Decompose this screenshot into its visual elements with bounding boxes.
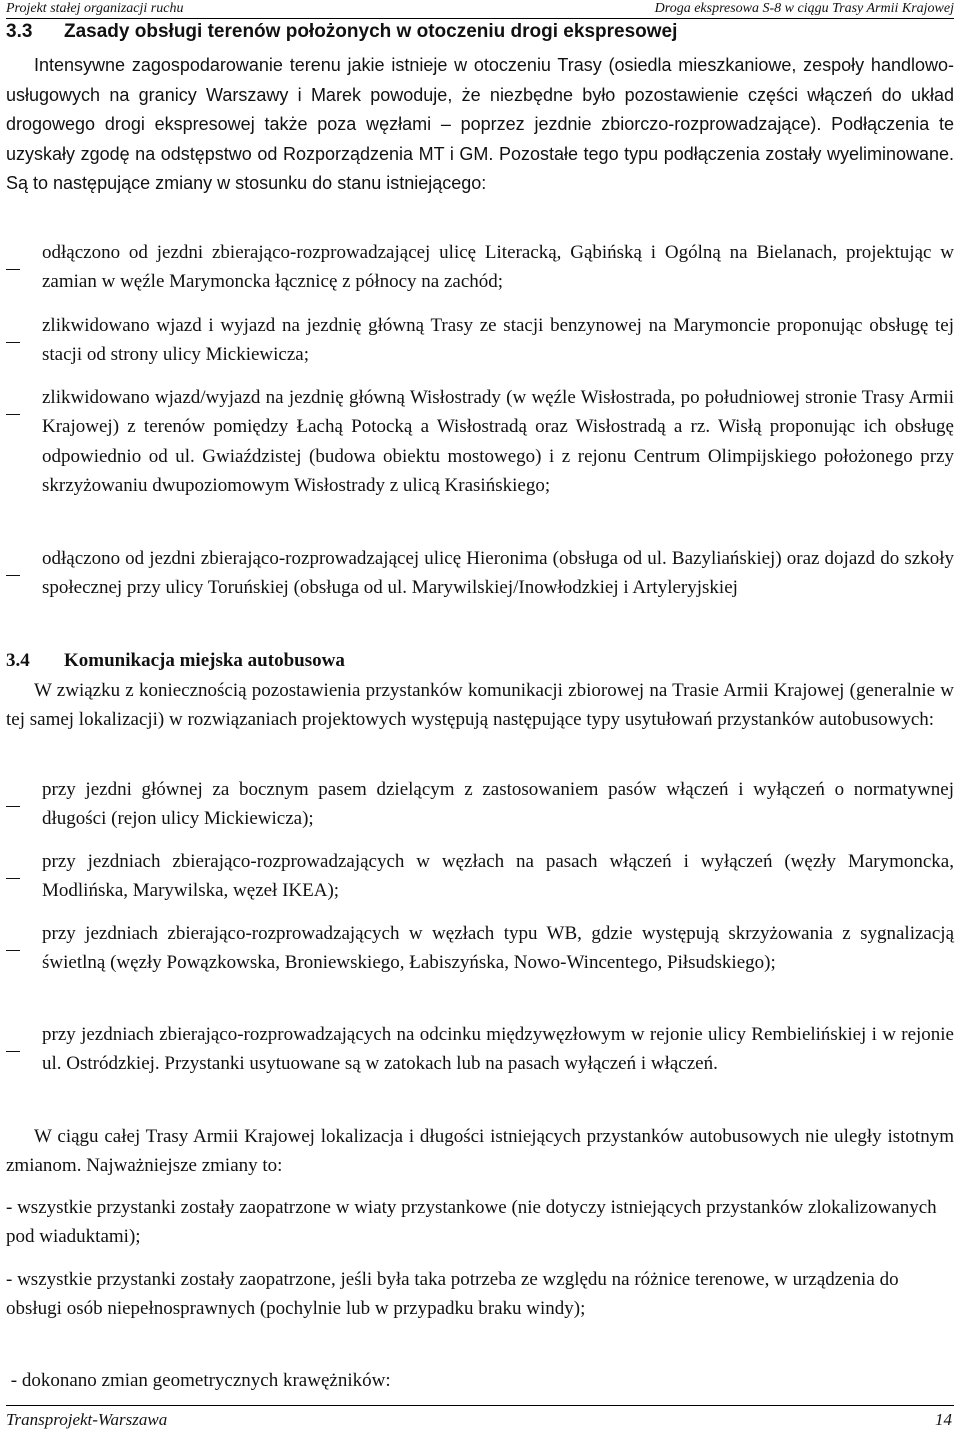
- change-item: - dokonano zmian geometrycznych krawężników:: [6, 1370, 391, 1391]
- section-3-4-summary: W ciągu całej Trasy Armii Krajowej lokalizacja i długości istniejących przystanków autobusowych nie uległy istotnym zmianom. Najważniejsze zmiany to:: [6, 1126, 954, 1177]
- footer-company: Transprojekt-Warszawa: [6, 1410, 168, 1429]
- list-item: odłączono od jezdni zbierająco-rozprowadzającej ulicę Hieronima (obsługa od ul. Bazyliańskiej) oraz dojazd do szkoły społecznej przy ulicy Toruńskiej (obsługa od ul. Marywilskiej/Inowłodzkiej i Artyleryjskiej: [42, 548, 954, 599]
- header-project: Projekt stałej organizacji ruchu: [6, 1, 184, 16]
- list-dash: [6, 342, 20, 343]
- section-3-3-intro: Intensywne zagospodarowanie terenu jakie istnieje w otoczeniu Trasy (osiedla mieszkaniowe, zespoły handlowo-usługowych na granicy Warszawy i Marek powoduje, że niezbędne było pozostawienie części włączeń do układ drogowego drogi ekspresowej także poza węzłami – poprzez jezdnie zbiorczo-rozprowadzające). Podłączenia te uzyskały zgodę na odstępstwo od Rozporządzenia MT i GM. Pozostałe tego typu podłączenia zostały wyeliminowane. Są to następujące zmiany w stosunku do stanu istniejącego:: [6, 55, 954, 194]
- section-heading-3-3: [6, 20, 677, 44]
- list-item: przy jezdniach zbierająco-rozprowadzających na odcinku międzywęzłowym w rejonie ulicy Rembielińskiej i w rejonie ul. Ostródzkiej. Przystanki usytuowane są w zatokach lub na pasach wyłączeń i włączeń.: [42, 1024, 954, 1075]
- section-title: Komunikacja miejska autobusowa: [64, 650, 345, 671]
- section-3-4-intro: W związku z koniecznością pozostawienia przystanków komunikacji zbiorowej na Trasie Armii Krajowej (generalnie w tej samej lokalizacji) w rozwiązaniach projektowych występują następujące typy usytułowań przystanków autobusowych:: [6, 680, 954, 731]
- list-item: przy jezdni głównej za bocznym pasem dzielącym z zastosowaniem pasów włączeń i wyłączeń o normatywnej długości (rejon ulicy Mickiewicza);: [42, 779, 954, 830]
- change-item: - wszystkie przystanki zostały zaopatrzone, jeśli była taka potrzeba ze względu na różnice terenowe, w urządzenia do obsługi osób niepełnosprawnych (pochylnie lub w przypadku braku windy);: [6, 1269, 899, 1320]
- list-item: zlikwidowano wjazd i wyjazd na jezdnię główną Trasy ze stacji benzynowej na Marymoncie proponując obsługę tej stacji od strony ulicy Mickiewicza;: [42, 315, 954, 366]
- list-dash: [6, 269, 20, 270]
- list-dash: [6, 414, 20, 415]
- section-number: 3.3: [6, 21, 33, 42]
- header-road: Droga ekspresowa S-8 w ciągu Trasy Armii Krajowej: [654, 1, 954, 16]
- list-item: przy jezdniach zbierająco-rozprowadzających w węzłach typu WB, gdzie występują skrzyżowania z sygnalizacją świetlną (węzły Powązkowska, Broniewskiego, Łabiszyńska, Nowo-Wincentego, Piłsudskiego);: [42, 923, 954, 974]
- section-number: 3.4: [6, 650, 30, 671]
- list-item: przy jezdniach zbierająco-rozprowadzających w węzłach na pasach włączeń i wyłączeń (węzły Marymoncka, Modlińska, Marywilska, węzeł IKEA);: [42, 851, 954, 902]
- running-header: [6, 0, 954, 19]
- list-dash: [6, 575, 20, 576]
- page-number: 14: [935, 1410, 952, 1429]
- section-title: Zasady obsługi terenów położonych w otoczeniu drogi ekspresowej: [64, 21, 678, 42]
- list-dash: [6, 1051, 20, 1052]
- section-heading-3-4: [6, 649, 345, 673]
- change-item: - wszystkie przystanki zostały zaopatrzone w wiaty przystankowe (nie dotyczy istniejących przystanków zlokalizowanych pod wiaduktami);: [6, 1197, 937, 1248]
- list-dash: [6, 806, 20, 807]
- list-dash: [6, 950, 20, 951]
- list-item: zlikwidowano wjazd/wyjazd na jezdnię główną Wisłostrady (w węźle Wisłostrada, po południowej stronie Trasy Armii Krajowej) z terenów pomiędzy Łachą Potocką a Wisłostradą oraz Wisłostradą a rz. Wisłą proponując ich obsługę odpowiednio od ul. Gwiaździstej (budowa obiektu mostowego) i z rejonu Centrum Olimpijskiego położonego przy skrzyżowaniu dwupoziomowym Wisłostrady z ulicą Krasińskiego;: [42, 387, 954, 497]
- list-dash: [6, 878, 20, 879]
- running-footer: [6, 1405, 954, 1430]
- list-item: odłączono od jezdni zbierająco-rozprowadzającej ulicę Literacką, Gąbińską i Ogólną na Bielanach, projektując w zamian w węźle Marymoncka łącznicę z północy na zachód;: [42, 242, 954, 293]
